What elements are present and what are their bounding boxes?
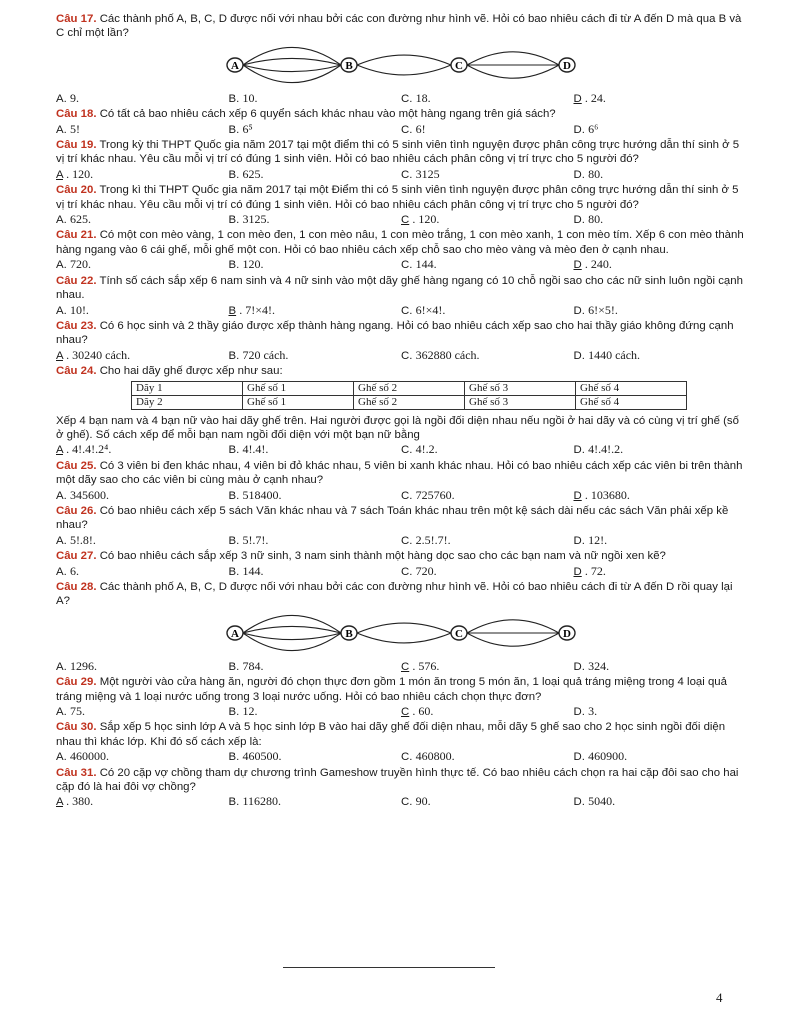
question-text bbox=[56, 459, 746, 488]
answer-option bbox=[229, 167, 402, 182]
answer-options bbox=[56, 659, 746, 674]
question-body: Có 6 học sinh và 2 thầy giáo được xếp thành hàng ngang. Hỏi có bao nhiêu cách xếp sao cho hai thầy giáo không đứng cạnh nhau? bbox=[56, 319, 734, 347]
option-key: B. bbox=[228, 214, 240, 227]
option-key: D bbox=[573, 489, 582, 502]
option-value: 5!.8!. bbox=[69, 532, 96, 547]
table-cell: Ghế số 1 bbox=[243, 395, 354, 409]
option-key: A. bbox=[56, 660, 67, 673]
option-value: 720. bbox=[69, 257, 91, 272]
option-value: . 240. bbox=[584, 257, 612, 272]
option-value: 18. bbox=[415, 90, 431, 105]
answer-option bbox=[401, 122, 574, 137]
answer-option bbox=[401, 257, 574, 272]
table-row bbox=[132, 395, 687, 409]
option-value: . 24. bbox=[584, 90, 606, 105]
option-key: D. bbox=[573, 304, 585, 317]
answer-option bbox=[401, 167, 574, 182]
answer-option bbox=[229, 257, 402, 272]
city-route-diagram bbox=[221, 613, 581, 653]
city-label: D bbox=[563, 59, 571, 72]
option-key: B. bbox=[228, 259, 240, 272]
question-text bbox=[56, 549, 746, 563]
option-key: D. bbox=[573, 349, 585, 362]
question-text bbox=[56, 766, 746, 795]
option-value: . 4!.4!.2⁴. bbox=[66, 442, 112, 457]
question-text bbox=[56, 675, 746, 704]
option-key: C. bbox=[401, 304, 413, 317]
answer-option bbox=[574, 257, 747, 272]
option-value: . 72. bbox=[584, 563, 606, 578]
answer-option bbox=[56, 212, 229, 227]
option-value: 144. bbox=[242, 563, 264, 578]
question-body: Một người vào cửa hàng ăn, người đó chọn thực đơn gồm 1 món ăn trong 5 món ăn, 1 loại quả tráng miệng trong 4 loại quả tráng miệng và 1 loại nước uống trong 3 loại nước uống. Hỏi có bao nhiêu cách chọn thực đơn? bbox=[56, 676, 727, 703]
answer-option bbox=[56, 564, 229, 579]
question-label: Câu 24. bbox=[56, 365, 97, 378]
road-a-b-3 bbox=[243, 633, 341, 640]
option-key: D bbox=[573, 92, 582, 105]
option-value: . 120. bbox=[412, 212, 440, 227]
option-value: . 120. bbox=[66, 166, 94, 181]
option-value: 6!×4!. bbox=[415, 302, 446, 317]
option-value: 80. bbox=[588, 212, 604, 227]
question-body: Trong kỳ thi THPT Quốc gia năm 2017 tại một điểm thi có 5 sinh viên tình nguyện được phân công trực hướng dẫn thí sinh ở 5 vị trí khác nhau. Yêu cầu mỗi vị trí có đúng 1 sinh viên. Hỏi có bao nhiêu cách phân công vị trí trực cho 5 người đó? bbox=[56, 139, 740, 166]
table-cell: Ghế số 4 bbox=[576, 381, 687, 395]
option-value: 4!.2. bbox=[415, 442, 438, 457]
question-label: Câu 19. bbox=[56, 139, 97, 152]
answer-option bbox=[229, 659, 402, 674]
answer-option bbox=[229, 122, 402, 137]
answer-option bbox=[401, 348, 574, 363]
option-value: 1440 cách. bbox=[588, 347, 641, 362]
figure-container bbox=[56, 613, 746, 653]
question-text bbox=[56, 319, 746, 348]
question-text bbox=[56, 274, 746, 303]
option-key: A. bbox=[56, 706, 67, 719]
answer-option bbox=[229, 442, 402, 457]
option-key: D. bbox=[573, 534, 585, 547]
option-value: 10. bbox=[242, 90, 258, 105]
road-a-b-2 bbox=[243, 58, 341, 65]
option-value: . 30240 cách. bbox=[66, 347, 131, 362]
answer-option bbox=[56, 659, 229, 674]
option-value: 1296. bbox=[69, 658, 97, 673]
road-b-c-1 bbox=[357, 55, 451, 65]
road-c-d-1 bbox=[467, 52, 559, 65]
city-label: C bbox=[455, 59, 463, 72]
question-text bbox=[56, 12, 746, 41]
answer-options bbox=[56, 212, 746, 227]
answer-option bbox=[229, 488, 402, 503]
option-key: B. bbox=[228, 565, 240, 578]
question-text bbox=[56, 138, 746, 167]
option-value: 80. bbox=[588, 166, 604, 181]
option-value: 4!.4!.2. bbox=[588, 442, 624, 457]
answer-option bbox=[574, 704, 747, 719]
answer-option bbox=[229, 348, 402, 363]
option-value: 784. bbox=[242, 658, 264, 673]
answer-option bbox=[574, 442, 747, 457]
answer-option bbox=[229, 564, 402, 579]
option-key: D. bbox=[573, 168, 585, 181]
option-key: B. bbox=[228, 168, 240, 181]
option-key: B. bbox=[228, 444, 240, 457]
option-value: 725760. bbox=[415, 487, 455, 502]
question-body: Có tất cả bao nhiêu cách xếp 6 quyển sách khác nhau vào một hàng ngang trên giá sách? bbox=[99, 108, 556, 121]
option-key: B. bbox=[228, 660, 240, 673]
option-value: 345600. bbox=[69, 487, 109, 502]
answer-option bbox=[229, 303, 402, 318]
question-label: Câu 23. bbox=[56, 319, 97, 332]
option-value: 625. bbox=[242, 166, 264, 181]
option-value: 75. bbox=[69, 704, 85, 719]
separator-line bbox=[283, 967, 495, 968]
option-key: B. bbox=[228, 751, 240, 764]
option-key: A. bbox=[56, 304, 67, 317]
question-text bbox=[56, 504, 746, 533]
option-value: 720. bbox=[415, 563, 437, 578]
answer-option bbox=[229, 212, 402, 227]
road-a-b-1 bbox=[243, 47, 341, 65]
answer-option bbox=[229, 749, 402, 764]
question-label: Câu 26. bbox=[56, 504, 97, 517]
option-key: C. bbox=[401, 751, 413, 764]
city-label: B bbox=[345, 59, 353, 72]
option-value: 5!.7!. bbox=[242, 532, 269, 547]
option-value: 518400. bbox=[242, 487, 282, 502]
option-key: B. bbox=[228, 92, 240, 105]
option-key: A bbox=[56, 168, 63, 181]
option-value: 116280. bbox=[242, 794, 281, 809]
option-key: B. bbox=[228, 706, 240, 719]
answer-options bbox=[56, 348, 746, 363]
answer-option bbox=[56, 303, 229, 318]
option-value: 144. bbox=[415, 257, 437, 272]
option-value: 10!. bbox=[69, 302, 89, 317]
road-b-c-2 bbox=[357, 633, 451, 643]
option-key: A. bbox=[56, 534, 67, 547]
answer-option bbox=[574, 564, 747, 579]
option-key: A. bbox=[56, 751, 67, 764]
road-b-c-2 bbox=[357, 65, 451, 75]
option-key: D. bbox=[573, 751, 585, 764]
option-value: 460500. bbox=[242, 749, 282, 764]
option-key: C bbox=[401, 214, 410, 227]
document-page bbox=[56, 12, 746, 811]
question-label: Câu 27. bbox=[56, 550, 97, 563]
option-key: B bbox=[228, 304, 237, 317]
answer-option bbox=[401, 564, 574, 579]
answer-options bbox=[56, 533, 746, 548]
answer-option bbox=[401, 212, 574, 227]
question-text-continued: Xếp 4 bạn nam và 4 bạn nữ vào hai dãy ghế trên. Hai người được gọi là ngồi đối diện nhau nếu ngồi ở hai dãy và có cùng vị trí ghế (số ở ghế). Số cách xếp để mỗi bạn nam ngồi đối diện với một bạn nữ bằng bbox=[56, 414, 739, 441]
seat-table bbox=[131, 381, 687, 410]
answer-options bbox=[56, 794, 746, 809]
question-label: Câu 28. bbox=[56, 581, 97, 593]
question-body: Tính số cách sắp xếp 6 nam sinh và 4 nữ sinh vào một dãy ghế hàng ngang có 10 chỗ ngồi sao cho các nữ sinh luôn ngồi cạnh nhau. bbox=[56, 274, 743, 302]
question-label: Câu 30. bbox=[56, 721, 97, 734]
option-value: 6. bbox=[69, 563, 79, 578]
answer-options bbox=[56, 122, 746, 137]
figure-container bbox=[56, 45, 746, 85]
road-a-b-2 bbox=[243, 626, 341, 633]
option-key: A bbox=[56, 444, 63, 457]
option-key: C. bbox=[401, 796, 413, 809]
option-key: A. bbox=[56, 489, 67, 502]
road-c-d-1 bbox=[467, 620, 559, 633]
question-text bbox=[56, 364, 746, 378]
option-value: 6!×5!. bbox=[588, 302, 618, 317]
answer-option bbox=[574, 348, 747, 363]
option-value: 3125 bbox=[415, 166, 440, 181]
question-label: Câu 29. bbox=[56, 676, 97, 689]
option-key: D. bbox=[573, 214, 585, 227]
option-key: C. bbox=[401, 92, 413, 105]
answer-option bbox=[401, 533, 574, 548]
city-label: A bbox=[231, 627, 239, 640]
option-key: D. bbox=[573, 123, 585, 136]
answer-option bbox=[574, 659, 747, 674]
question-body: Cho hai dãy ghế được xếp như sau: bbox=[99, 365, 283, 378]
question-body: Sắp xếp 5 học sinh lớp A và 5 học sinh lớp B vào hai dãy ghế đối diện nhau, mỗi dãy 5 ghế sao cho 2 học sinh ngồi đối diện nhau thì khác lớp. Khi đó số cách xếp là: bbox=[56, 721, 726, 748]
question-label: Câu 21. bbox=[56, 229, 97, 242]
answer-option bbox=[56, 749, 229, 764]
option-key: D. bbox=[573, 706, 585, 719]
answer-option bbox=[574, 749, 747, 764]
question-label: Câu 31. bbox=[56, 766, 97, 779]
option-key: B. bbox=[228, 489, 240, 502]
answer-options bbox=[56, 442, 746, 457]
answer-option bbox=[401, 749, 574, 764]
option-key: C. bbox=[401, 259, 413, 272]
road-c-d-3 bbox=[467, 65, 559, 78]
option-value: 6! bbox=[415, 121, 426, 136]
option-value: . 576. bbox=[412, 658, 440, 673]
table-cell: Dãy 2 bbox=[132, 395, 243, 409]
answer-option bbox=[56, 794, 229, 809]
table-row bbox=[132, 381, 687, 395]
city-label: A bbox=[231, 59, 239, 72]
answer-options bbox=[56, 749, 746, 764]
option-key: C. bbox=[401, 565, 413, 578]
question-label: Câu 22. bbox=[56, 274, 97, 287]
answer-option bbox=[574, 212, 747, 227]
option-key: D. bbox=[573, 796, 585, 809]
answer-option bbox=[401, 488, 574, 503]
table-cell: Dãy 1 bbox=[132, 381, 243, 395]
table-cell: Ghế số 2 bbox=[354, 395, 465, 409]
answer-option bbox=[229, 91, 402, 106]
answer-option bbox=[56, 122, 229, 137]
road-c-d-3 bbox=[467, 633, 559, 646]
option-value: . 7!×4!. bbox=[239, 302, 276, 317]
question-body: Trong kì thi THPT Quốc gia năm 2017 tại một Điểm thi có 5 sinh viên tình nguyện được phân công trực hướng dẫn thí sinh ở 5 vị trí khác nhau. Yêu cầu mỗi vị trí có đúng 1 sinh viên. Hỏi có bao nhiêu cách phân công vị trí trực cho 5 người đó? bbox=[56, 184, 739, 211]
option-key: C bbox=[401, 660, 410, 673]
table-cell: Ghế số 2 bbox=[354, 381, 465, 395]
option-value: . 60. bbox=[412, 704, 434, 719]
answer-options bbox=[56, 167, 746, 182]
option-value: 4!.4!. bbox=[242, 442, 269, 457]
answer-options bbox=[56, 488, 746, 503]
option-key: D. bbox=[573, 444, 585, 457]
option-value: 5040. bbox=[588, 794, 616, 809]
option-value: 12!. bbox=[588, 532, 608, 547]
answer-options bbox=[56, 704, 746, 719]
answer-option bbox=[401, 442, 574, 457]
page-number: 4 bbox=[716, 990, 723, 1005]
option-key: B. bbox=[228, 796, 240, 809]
question-text bbox=[56, 580, 746, 609]
option-value: 3. bbox=[588, 704, 598, 719]
answer-option bbox=[56, 533, 229, 548]
option-key: D bbox=[573, 565, 582, 578]
option-value: 460800. bbox=[415, 749, 455, 764]
answer-option bbox=[574, 794, 747, 809]
answer-option bbox=[229, 704, 402, 719]
option-key: C. bbox=[401, 489, 413, 502]
option-value: 324. bbox=[588, 658, 610, 673]
option-value: 720 cách. bbox=[242, 347, 289, 362]
city-label: B bbox=[345, 627, 353, 640]
question-label: Câu 25. bbox=[56, 459, 97, 472]
option-key: D. bbox=[573, 660, 585, 673]
road-b-c-1 bbox=[357, 623, 451, 633]
answer-option bbox=[56, 348, 229, 363]
option-value: 3125. bbox=[242, 212, 270, 227]
option-key: A. bbox=[56, 214, 67, 227]
city-label: C bbox=[455, 627, 463, 640]
option-value: 12. bbox=[242, 704, 258, 719]
question-text bbox=[56, 107, 746, 121]
option-key: C. bbox=[401, 168, 413, 181]
question-body: Các thành phố A, B, C, D được nối với nhau bởi các con đường như hình vẽ. Hỏi có bao nhiêu cách đi từ A đến D rồi quay lại A? bbox=[56, 581, 733, 608]
option-value: 460900. bbox=[588, 749, 628, 764]
option-key: B. bbox=[228, 123, 240, 136]
question-body: Có 20 cặp vợ chồng tham dự chương trình Gameshow truyền hình thực tế. Có bao nhiêu cách chọn ra hai cặp đôi sao cho hai cặp đó là hai đôi vợ chồng? bbox=[56, 766, 739, 794]
answer-option bbox=[56, 91, 229, 106]
question-body: Có 3 viên bi đen khác nhau, 4 viên bi đỏ khác nhau, 5 viên bi xanh khác nhau. Hỏi có bao nhiêu cách xếp các viên bi trên thành một dãy sao cho các viên bi cùng màu ở cạnh nhau? bbox=[56, 459, 743, 487]
city-label: D bbox=[563, 627, 571, 640]
option-key: A. bbox=[56, 92, 67, 105]
answer-option bbox=[574, 488, 747, 503]
option-value: 6⁵ bbox=[242, 121, 253, 136]
option-value: 460000. bbox=[69, 749, 109, 764]
option-key: A. bbox=[56, 259, 67, 272]
answer-option bbox=[56, 442, 229, 457]
answer-option bbox=[574, 122, 747, 137]
answer-option bbox=[574, 303, 747, 318]
option-value: . 103680. bbox=[584, 487, 630, 502]
answer-option bbox=[574, 91, 747, 106]
question-text bbox=[56, 228, 746, 257]
answer-option bbox=[401, 659, 574, 674]
option-key: B. bbox=[228, 349, 240, 362]
question-body: Có bao nhiêu cách sắp xếp 3 nữ sinh, 3 nam sinh thành một hàng dọc sao cho các bạn nam và nữ ngồi xen kẽ? bbox=[99, 550, 666, 563]
answer-option bbox=[56, 704, 229, 719]
option-value: 120. bbox=[242, 257, 264, 272]
question-body: Có bao nhiêu cách xếp 5 sách Văn khác nhau và 7 sách Toán khác nhau trên một kệ sách dài nếu các sách Văn phải xếp kề nhau? bbox=[56, 504, 729, 532]
question-label: Câu 20. bbox=[56, 184, 97, 197]
table-cell: Ghế số 4 bbox=[576, 395, 687, 409]
option-key: C. bbox=[401, 349, 413, 362]
answer-option bbox=[56, 488, 229, 503]
answer-option bbox=[56, 257, 229, 272]
table-cell: Ghế số 3 bbox=[465, 395, 576, 409]
option-key: A bbox=[56, 796, 63, 809]
option-key: A. bbox=[56, 565, 67, 578]
option-key: C. bbox=[401, 534, 413, 547]
option-key: D bbox=[573, 259, 582, 272]
option-key: A. bbox=[56, 123, 67, 136]
city-route-diagram bbox=[221, 45, 581, 85]
answer-option bbox=[56, 167, 229, 182]
option-value: 362880 cách. bbox=[415, 347, 480, 362]
option-key: C. bbox=[401, 444, 413, 457]
answer-options bbox=[56, 303, 746, 318]
road-a-b-4 bbox=[243, 65, 341, 83]
answer-options bbox=[56, 564, 746, 579]
answer-option bbox=[401, 303, 574, 318]
question-label: Câu 17. bbox=[56, 13, 97, 25]
option-value: 9. bbox=[69, 90, 79, 105]
option-value: . 380. bbox=[66, 794, 94, 809]
answer-options bbox=[56, 91, 746, 106]
answer-options bbox=[56, 257, 746, 272]
option-value: 6⁶ bbox=[588, 121, 599, 136]
question-label: Câu 18. bbox=[56, 108, 97, 121]
option-key: B. bbox=[228, 534, 240, 547]
question-body: Các thành phố A, B, C, D được nối với nhau bởi các con đường như hình vẽ. Hỏi có bao nhiêu cách đi từ A đến D mà qua B và C chỉ một lần? bbox=[56, 13, 742, 40]
option-value: 2.5!.7!. bbox=[415, 532, 451, 547]
question-text bbox=[56, 183, 746, 212]
option-key: C. bbox=[401, 123, 413, 136]
answer-option bbox=[229, 794, 402, 809]
option-value: 5! bbox=[69, 121, 80, 136]
answer-option bbox=[401, 704, 574, 719]
answer-option bbox=[574, 533, 747, 548]
road-a-b-4 bbox=[243, 633, 341, 651]
table-cell: Ghế số 1 bbox=[243, 381, 354, 395]
road-a-b-3 bbox=[243, 65, 341, 72]
table-cell: Ghế số 3 bbox=[465, 381, 576, 395]
answer-option bbox=[401, 91, 574, 106]
option-value: 90. bbox=[415, 794, 431, 809]
question-body: Có một con mèo vàng, 1 con mèo đen, 1 con mèo nâu, 1 con mèo trắng, 1 con mèo xanh, 1 con mèo tím. Xếp 6 con mèo thành hàng ngang vào 6 cái ghế, mỗi ghế một con. Hỏi có bao nhiêu cách xếp chỗ sao cho mèo vàng và mèo đen ở cạnh nhau. bbox=[56, 229, 744, 256]
road-a-b-1 bbox=[243, 615, 341, 633]
answer-option bbox=[401, 794, 574, 809]
option-key: A bbox=[56, 349, 63, 362]
option-key: C bbox=[401, 706, 410, 719]
option-value: 625. bbox=[69, 212, 91, 227]
answer-option bbox=[574, 167, 747, 182]
question-text bbox=[56, 720, 746, 749]
answer-option bbox=[229, 533, 402, 548]
